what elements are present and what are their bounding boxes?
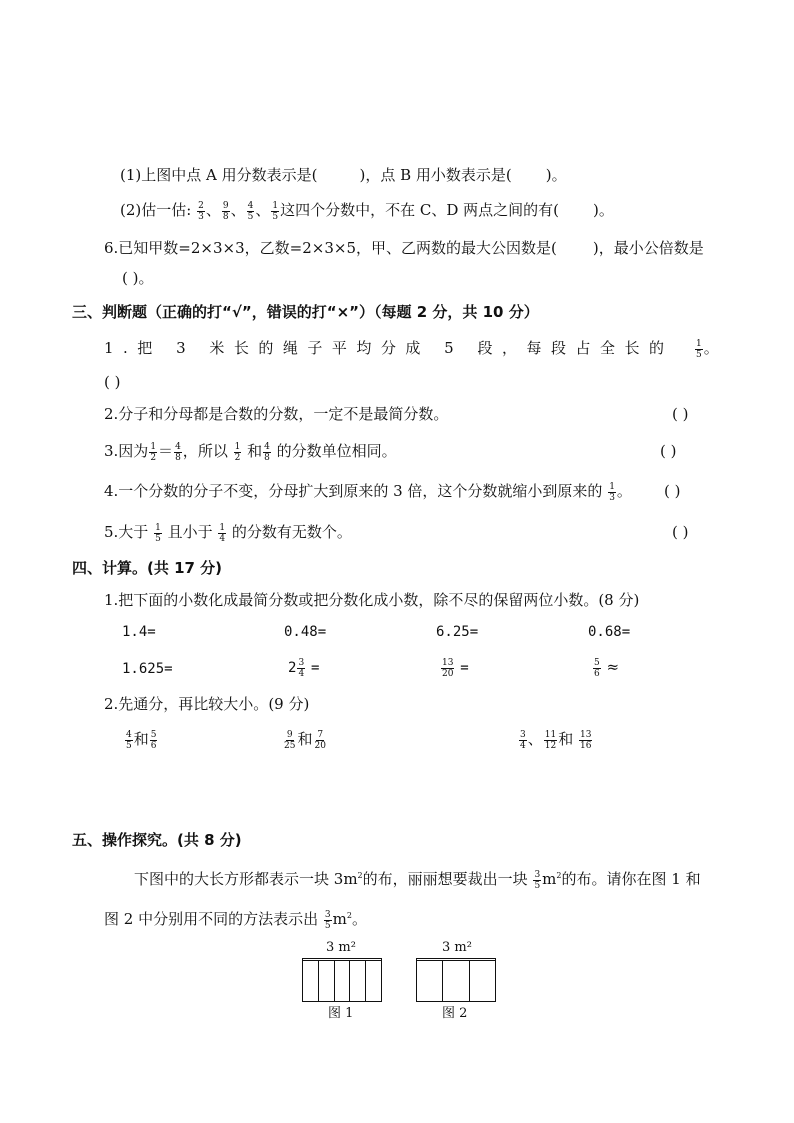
fraction: $\frac{1}{2}$ [150,441,157,463]
calc-row1-c[interactable]: 6.25= [436,624,479,640]
judge-q5-paren[interactable]: ( ) [672,523,689,541]
fraction: $\frac{4}{8}$ [175,441,181,463]
rectangle-part[interactable] [350,961,366,1001]
fraction: $\frac{1}{2}$ [234,441,241,463]
calc-row2-b[interactable]: 2 $\frac{3}{4}$ = [288,657,320,679]
judge-q5: 5.大于 $\frac{1}{5}$ 且小于 $\frac{1}{4}$ 的分数有无数个。 [104,522,352,544]
judge-q4-paren[interactable]: ( ) [664,482,681,500]
fraction: $\frac{3}{4}$ [520,729,526,751]
rectangle-part[interactable] [303,961,319,1001]
fraction: $\frac{4}{5}$ [126,729,132,751]
judge-q3-paren[interactable]: ( ) [660,442,677,460]
judge-q3: 3.因为 $\frac{1}{2}$ ＝ $\frac{4}{8}$ ，所以 $\frac{1}{2}$ 和 $\frac{4}{8}$ 的分数单位相同。 [104,441,397,463]
fraction: $\frac{2}{3}$ [198,200,204,222]
text: (1)上图中点 A 用分数表示是( [120,166,318,184]
text: (2)估一估: [120,201,192,219]
text: 这四个分数中，不在 C、D 两点之间的有( [280,201,559,219]
fraction: $\frac{13}{20}$ [442,657,454,679]
explore-para-2: 图 2 中分别用不同的方法表示出 $\frac{3}{5}$ $m^2$。 [104,909,367,931]
rectangle-part[interactable] [443,961,469,1001]
judge-q4: 4.一个分数的分子不变，分母扩大到原来的 3 倍，这个分数就缩小到原来的 $\frac{1}{3}$ 。 [104,481,632,503]
calc-q1: 1.把下面的小数化成最简分数或把分数化成小数，除不尽的保留两位小数。(8 分) [104,591,640,609]
fraction: $\frac{3}{5}$ [534,869,541,891]
text: )，最小公倍数是 [592,239,704,257]
fraction: $\frac{1}{5}$ [155,522,161,544]
fig2-area-label: 3 m² [442,940,472,955]
text: )。 [545,166,567,184]
judge-q2: 2.分子和分母都是合数的分数，一定不是最简分数。 [104,405,449,423]
judge-q2-paren[interactable]: ( ) [672,405,689,423]
judge-q1 [104,338,673,358]
fraction: $\frac{9}{25}$ [284,729,296,751]
compare-2[interactable]: $\frac{9}{25}$ 和 $\frac{7}{20}$ [284,729,326,751]
text: 1.把 3 米长的绳子平均分成 5 段，每段占全长的 [104,339,674,357]
fraction: $\frac{1}{5}$ [696,338,702,360]
calc-row1-b[interactable]: 0.48= [284,624,327,640]
q5-part2: (2)估一估: $\frac{2}{3}$ 、 $\frac{9}{8}$ 、 $\frac{4}{5}$ 、 $\frac{1}{5}$ 这四个分数中，不在 C、D 两点之间的有( )。 [120,200,614,222]
calc-row1-d[interactable]: 0.68= [588,624,631,640]
fraction: $\frac{4}{5}$ [247,200,254,222]
section5-heading: 五、操作探究。(共 8 分) [72,831,242,849]
calc-row1-a[interactable]: 1.4= [122,624,156,640]
judge-q1-frac: $\frac{1}{5}$ 。 [696,338,719,360]
calc-row2-d[interactable]: $\frac{5}{6}$ ≈ [594,657,620,679]
fraction: $\frac{7}{20}$ [314,729,326,751]
text: )。 [592,201,614,219]
section4-heading: 四、计算。(共 17 分) [72,559,223,577]
judge-q1-paren[interactable]: ( ) [104,373,121,391]
rectangle-part[interactable] [335,961,351,1001]
compare-1[interactable]: $\frac{4}{5}$ 和 $\frac{5}{6}$ [126,729,157,751]
fig2-rectangle[interactable] [416,960,496,1002]
q6-line2[interactable]: ( )。 [122,269,154,287]
fraction: $\frac{1}{5}$ [272,200,279,222]
fraction: $\frac{5}{6}$ [150,729,157,751]
fraction: $\frac{4}{8}$ [264,441,270,463]
fig1-rectangle[interactable] [302,960,382,1002]
calc-q2: 2.先通分，再比较大小。(9 分) [104,695,310,713]
explore-para-1: 下图中的大长方形都表示一块 $3m^2$的布，丽丽想要裁出一块 $\frac{3}{5}$ $m^2$的布。请你在图 1 和 [134,869,701,891]
fraction: $\frac{1}{3}$ [609,481,615,503]
fig1-caption: 图 1 [328,1006,354,1021]
section3-heading: 三、判断题（正确的打“√”，错误的打“×”）（每题 2 分，共 10 分） [72,303,539,321]
calc-row2-c[interactable]: $\frac{13}{20}$ = [442,657,469,679]
calc-row2-a[interactable]: 1.625= [122,661,173,677]
fig2-caption: 图 2 [442,1006,468,1021]
rectangle-part[interactable] [319,961,335,1001]
rectangle-part[interactable] [417,961,443,1001]
fraction: $\frac{11}{12}$ [544,729,557,751]
q5-part1 [120,165,567,185]
fraction: $\frac{9}{8}$ [222,200,229,222]
rectangle-part[interactable] [470,961,495,1001]
fraction: $\frac{3}{4}$ [298,657,305,679]
fraction: $\frac{3}{5}$ [324,909,331,931]
compare-3[interactable]: $\frac{3}{4}$ 、 $\frac{11}{12}$ 和 $\frac{13}{16}$ [520,729,592,751]
rectangle-part[interactable] [366,961,381,1001]
fraction: $\frac{5}{6}$ [594,657,600,679]
q6-line1 [104,238,704,258]
text: )，点 B 用小数表示是( [359,166,512,184]
fraction: $\frac{1}{4}$ [219,522,226,544]
fig1-area-label: 3 m² [326,940,356,955]
text: 6.已知甲数=2×3×3，乙数=2×3×5，甲、乙两数的最大公因数是( [104,239,557,257]
fraction: $\frac{13}{16}$ [580,729,592,751]
